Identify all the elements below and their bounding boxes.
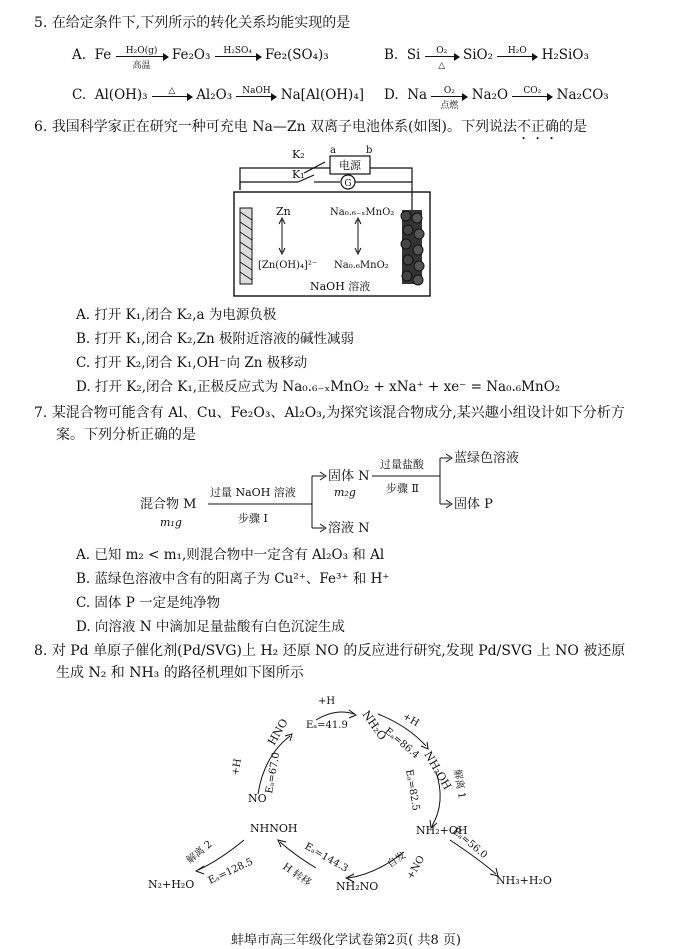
q7-option-b[interactable]: B. 蓝绿色溶液中含有的阳离子为 Cu²⁺、Fe³⁺ 和 H⁺ (76, 571, 390, 587)
zincate-label: [Zn(OH)₄]²⁻ (258, 260, 318, 271)
q5-option-b[interactable]: B. Si O₂ △ SiO₂ H₂O H₂SiO₃ (384, 45, 589, 71)
battery-diagram (230, 140, 440, 300)
namno2-bottom-label: Na₀.₆MnO₂ (334, 260, 389, 271)
flow-solid-n: 固体 N (328, 469, 370, 484)
flow-m2: m₂g (334, 486, 356, 499)
flow-step1-reagent: 过量 NaOH 溶液 (210, 486, 296, 499)
product-n2-h2o: N₂+H₂O (148, 878, 195, 891)
species-no: NO (248, 792, 267, 805)
q5-option-d[interactable]: D. Na O₂ 点燃 Na₂O CO₂ Na₂CO₃ (384, 85, 609, 111)
q7-option-d[interactable]: D. 向溶液 N 中滴加足量盐酸有白色沉淀生成 (76, 619, 345, 635)
ea-56: Eₐ=56.0 (450, 825, 490, 862)
flow-step1-label: 步骤 Ⅰ (238, 512, 268, 525)
q6-option-c[interactable]: C. 打开 K₂,闭合 K₁,OH⁻向 Zn 极移动 (76, 355, 308, 371)
q7-stem: 7. 某混合物可能含有 Al、Cu、Fe₂O₃、Al₂O₃,为探究该混合物成分,某兴趣小组设计如下分析方 (34, 405, 625, 421)
mno2-electrode (401, 210, 424, 285)
q5-stem: 5. 在给定条件下,下列所示的转化关系均能实现的是 (34, 15, 351, 31)
q6-option-a[interactable]: A. 打开 K₁,闭合 K₂,a 为电源负极 (76, 307, 277, 323)
q8-stem-2: 生成 N₂ 和 NH₃ 的路径机理如下图所示 (56, 665, 304, 681)
q7-option-a[interactable]: A. 已知 m₂ < m₁,则混合物中一定含有 Al₂O₃ 和 Al (76, 547, 385, 563)
k1-label: K₁ (292, 168, 305, 181)
flow-step2-label: 步骤 Ⅱ (386, 482, 419, 495)
source-label: 电源 (339, 159, 361, 172)
species-nhnoh: NHNOH (250, 822, 298, 835)
q6-stem: 6. 我国科学家正在研究一种可充电 Na—Zn 双离子电池体系(如图)。下列说法不正确的是 (34, 119, 587, 135)
q7-stem-2: 案。下列分析正确的是 (56, 427, 196, 443)
label-plus-h-3: +H (400, 711, 421, 730)
product-nh3-h2o: NH₃+H₂O (496, 874, 552, 887)
flow-solution-n: 溶液 N (328, 521, 370, 536)
label-plus-no: +NO (405, 854, 428, 882)
b-label: b (366, 145, 373, 156)
galvanometer-label: G (344, 179, 352, 189)
species-nh2o: NH₂O (359, 708, 389, 743)
label-plus-h-2: +H (318, 696, 336, 707)
species-hno: HNO (265, 716, 291, 748)
label-spontaneous: 自发 (385, 849, 409, 871)
species-nh2no: NH₂NO (336, 880, 379, 893)
species-nh2oh: NH₂OH (421, 749, 454, 793)
q5-option-c[interactable]: C. Al(OH)₃ △ Al₂O₃ NaOH Na[Al(OH)₄] (72, 85, 364, 103)
ea-144-3: Eₐ=144.3 (302, 841, 350, 875)
label-plus-h-1: +H (230, 757, 244, 777)
label-lysis-1: 解离 1 (451, 768, 468, 800)
page-footer: 蚌埠市高三年级化学试卷第2页( 共8 页) (231, 933, 461, 948)
flow-mixture: 混合物 M (140, 497, 197, 512)
flow-step2-reagent: 过量盐酸 (380, 458, 424, 471)
q7-flowchart (140, 446, 560, 546)
q6-option-d[interactable]: D. 打开 K₂,闭合 K₁,正极反应式为 Na₀.₆₋ₓMnO₂ + xNa⁺ + xe⁻ = Na₀.₆MnO₂ (76, 379, 561, 395)
species-nh2-oh: NH₂+OH (416, 824, 468, 837)
zn-label: Zn (276, 205, 291, 218)
q6-option-b[interactable]: B. 打开 K₁,闭合 K₂,Zn 极附近溶液的碱性减弱 (76, 331, 355, 347)
q5-option-a[interactable]: A. Fe H₂O(g) 高温 Fe₂O₃ H₂SO₄ Fe₂(SO₄)₃ (72, 45, 329, 71)
q8-stem: 8. 对 Pd 单原子催化剂(Pd/SVG)上 H₂ 还原 NO 的反应进行研究,发现 Pd/SVG 上 NO 被还原 (34, 643, 626, 659)
k2-label: K₂ (292, 148, 305, 161)
ea-86-4: Eₐ=86.4 (382, 725, 422, 762)
ea-128-5: Eₐ=128.5 (206, 856, 255, 887)
label-h-transfer: H 转移 (280, 861, 313, 889)
flow-blue-solution: 蓝绿色溶液 (454, 451, 520, 466)
q7-option-c[interactable]: C. 固体 P 一定是纯净物 (76, 595, 221, 611)
a-label: a (330, 145, 336, 156)
label-lysis-2: 解离 2 (184, 838, 215, 867)
flow-solid-p: 固体 P (454, 497, 493, 512)
ea-82-5: Eₐ=82.5 (403, 768, 422, 812)
flow-m1: m₁g (160, 516, 182, 529)
ea-67: Eₐ=67.0 (264, 751, 283, 795)
solution-label: NaOH 溶液 (310, 280, 371, 293)
namno2-top-label: Na₀.₆₋ₓMnO₂ (330, 207, 395, 218)
mechanism-diagram (140, 684, 580, 920)
ea-41-9: Eₐ=41.9 (306, 720, 348, 731)
